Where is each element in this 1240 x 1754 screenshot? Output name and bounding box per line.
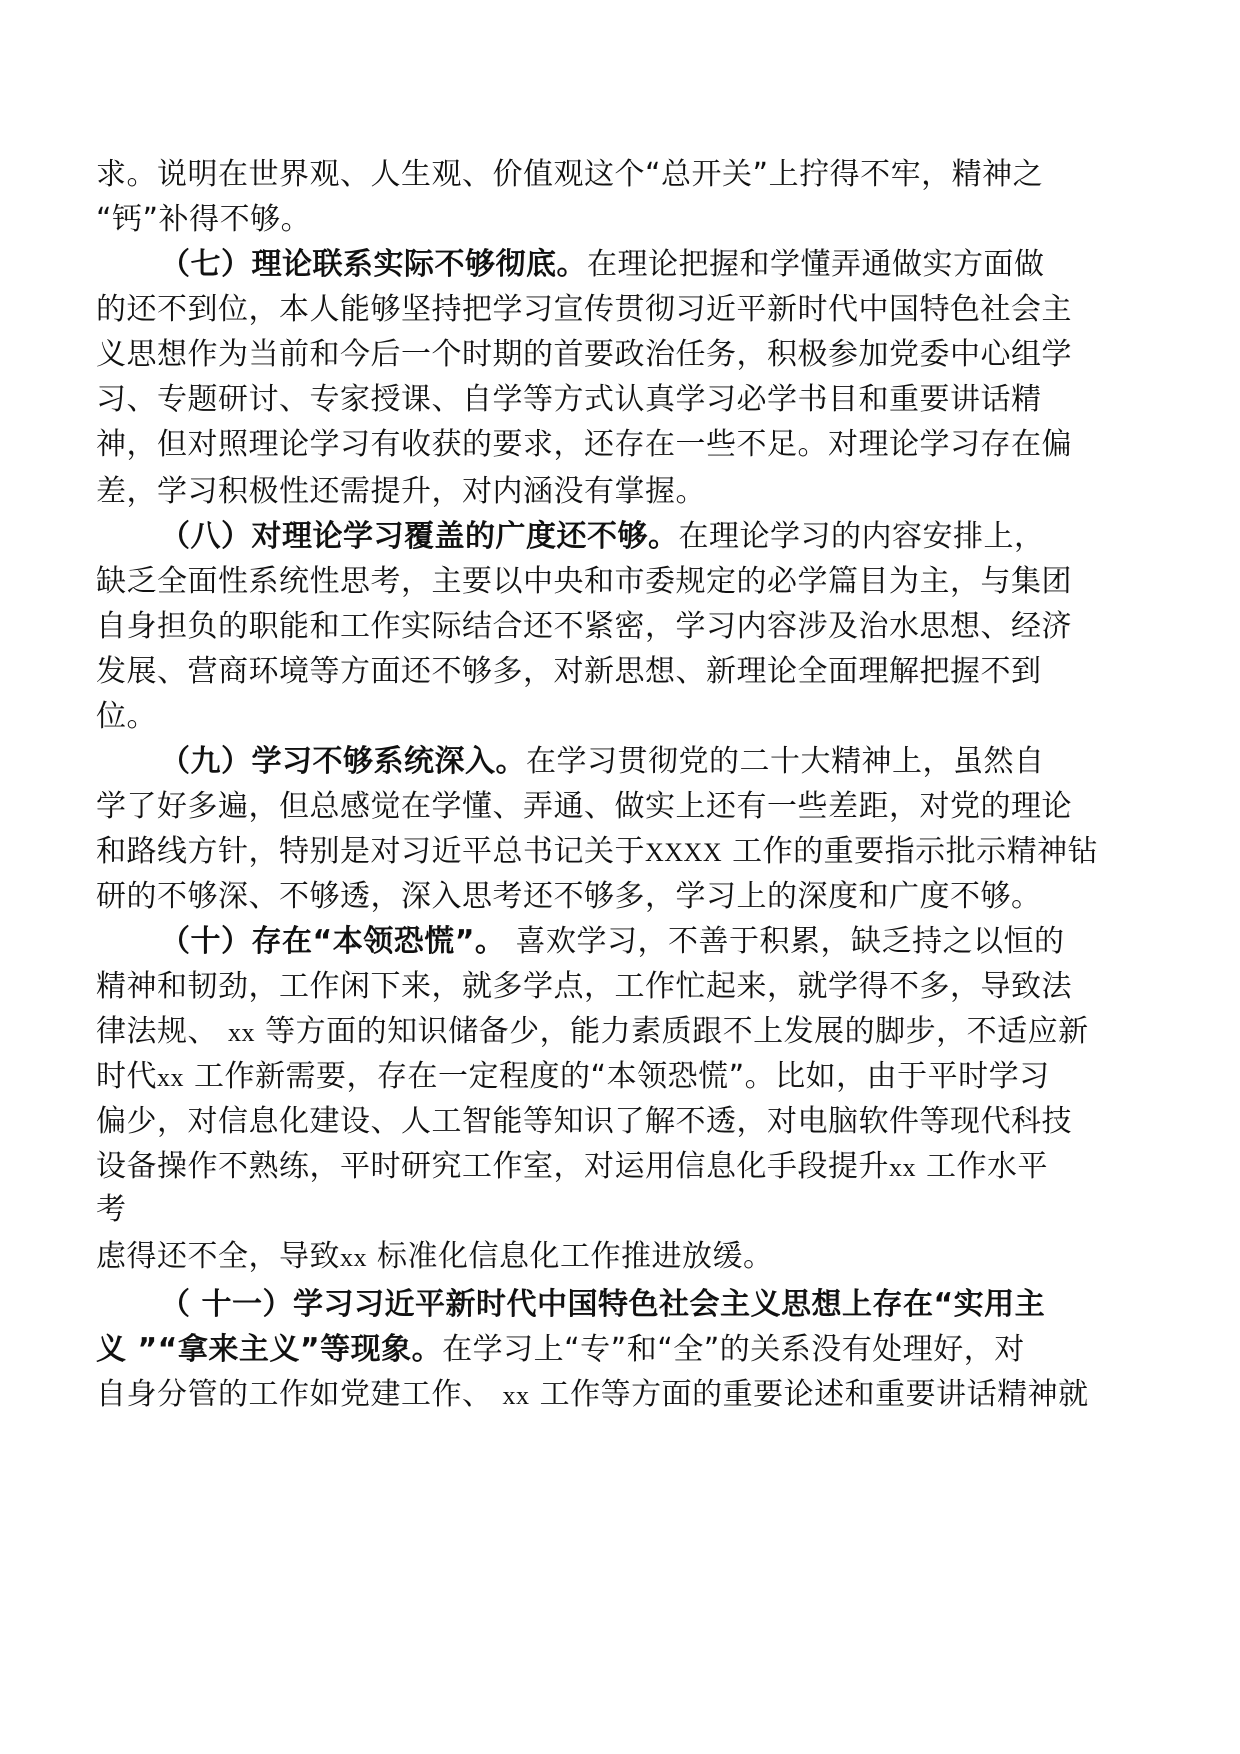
text-line — [96, 695, 157, 739]
text-line — [96, 378, 1042, 422]
line-text: 工作等方面的重要论述和重要讲话精神就 — [529, 1377, 1089, 1412]
text-line — [96, 198, 311, 242]
paragraph-10-heading-line — [160, 920, 1064, 964]
text-line — [96, 1373, 1089, 1418]
paragraph-8-heading-line — [160, 515, 1045, 559]
placeholder-text: XXXX — [645, 838, 723, 867]
line-text: 工作新需要，存在一定程度的“本领恐慌”。比如，由于平时学习 — [184, 1059, 1050, 1094]
line-text: 工作的重要指示批示精神钻 — [722, 834, 1099, 869]
line-text: 律法规、 — [96, 1014, 229, 1049]
line-text: 考 — [96, 1192, 127, 1227]
line-text: 发展、营商环境等方面还不够多，对新思想、新理论全面理解把握不到 — [96, 654, 1042, 689]
paragraph-7-heading-line — [160, 243, 1045, 287]
line-text: 在学习上“专”和“全”的关系没有处理好，对 — [442, 1332, 1025, 1367]
text-line — [96, 1055, 1050, 1100]
text-line — [96, 1188, 127, 1232]
line-text: 虑得还不全，导致 — [96, 1239, 340, 1274]
line-text: 设备操作不熟练，平时研究工作室，对运用信息化手段提升 — [96, 1149, 889, 1184]
section-heading: 义 ”“拿来主义”等现象。 — [96, 1332, 443, 1367]
line-text: 研的不够深、不够透，深入思考还不够多，学习上的深度和广度不够。 — [96, 879, 1042, 914]
text-line — [96, 423, 1072, 467]
line-text: 自身分管的工作如党建工作、 — [96, 1377, 503, 1412]
placeholder-text: xx — [889, 1153, 916, 1182]
paragraph-11-heading-line — [160, 1283, 1045, 1327]
line-text: “钙”补得不够。 — [96, 202, 312, 237]
text-line — [96, 1328, 1025, 1372]
line-text: 在学习贯彻党的二十大精神上，虽然自 — [526, 744, 1045, 779]
text-line — [96, 288, 1072, 332]
placeholder-text: xx — [340, 1243, 367, 1272]
line-text: 在理论学习的内容安排上， — [678, 519, 1045, 554]
line-text: 工作水平 — [916, 1149, 1049, 1184]
line-text: 神，但对照理论学习有收获的要求，还存在一些不足。对理论学习存在偏 — [96, 427, 1072, 462]
text-line — [96, 650, 1042, 694]
line-text: 差，学习积极性还需提升，对内涵没有掌握。 — [96, 474, 706, 509]
paragraph-9-heading-line — [160, 740, 1045, 784]
line-text: 精神和韧劲，工作闲下来，就多学点，工作忙起来，就学得不多，导致法 — [96, 969, 1072, 1004]
placeholder-text: xx — [502, 1381, 530, 1410]
line-text: 学了好多遍，但总感觉在学懂、弄通、做实上还有一些差距，对党的理论 — [96, 789, 1072, 824]
text-line — [96, 1235, 774, 1280]
section-heading: （九）学习不够系统深入。 — [160, 744, 526, 779]
text-line — [96, 470, 706, 514]
text-line — [96, 333, 1072, 377]
line-text: 时代 — [96, 1059, 157, 1094]
text-line — [96, 560, 1072, 604]
line-text: 位。 — [96, 699, 157, 734]
line-text: 喜欢学习，不善于积累，缺乏持之以恒的 — [505, 924, 1065, 959]
line-text: 的还不到位，本人能够坚持把学习宣传贯彻习近平新时代中国特色社会主 — [96, 292, 1072, 327]
section-heading: （ 十一）学习习近平新时代中国特色社会主义思想上存在“实用主 — [160, 1287, 1046, 1322]
text-line — [96, 875, 1042, 919]
text-line — [96, 1010, 1089, 1055]
section-heading: （八）对理论学习覆盖的广度还不够。 — [160, 519, 679, 554]
text-line — [96, 785, 1072, 829]
placeholder-text: xx — [228, 1018, 256, 1047]
line-text: 在理论把握和学懂弄通做实方面做 — [587, 247, 1045, 282]
line-text: 缺乏全面性系统性思考，主要以中央和市委规定的必学篇目为主，与集团 — [96, 564, 1072, 599]
placeholder-text: xx — [157, 1063, 184, 1092]
line-text: 义思想作为当前和今后一个时期的首要政治任务，积极参加党委中心组学 — [96, 337, 1072, 372]
line-text: 标准化信息化工作推进放缓。 — [367, 1239, 774, 1274]
line-text: 等方面的知识储备少，能力素质跟不上发展的脚步，不适应新 — [255, 1014, 1089, 1049]
text-line — [96, 965, 1072, 1009]
line-text: 求。说明在世界观、人生观、价值观这个“总开关”上拧得不牢，精神之 — [96, 157, 1044, 192]
text-line — [96, 605, 1072, 649]
text-line — [96, 153, 1043, 197]
line-text: 自身担负的职能和工作实际结合还不紧密，学习内容涉及治水思想、经济 — [96, 609, 1072, 644]
line-text: 和路线方针，特别是对习近平总书记关于 — [96, 834, 645, 869]
text-line — [96, 830, 1098, 875]
line-text: 习、专题研讨、专家授课、自学等方式认真学习必学书目和重要讲话精 — [96, 382, 1042, 417]
text-line — [96, 1145, 1048, 1190]
text-line — [96, 1100, 1072, 1144]
section-heading: （七）理论联系实际不够彻底。 — [160, 247, 587, 282]
section-heading: （十）存在“本领恐慌”。 — [160, 924, 506, 959]
line-text: 偏少，对信息化建设、人工智能等知识了解不透，对电脑软件等现代科技 — [96, 1104, 1072, 1139]
